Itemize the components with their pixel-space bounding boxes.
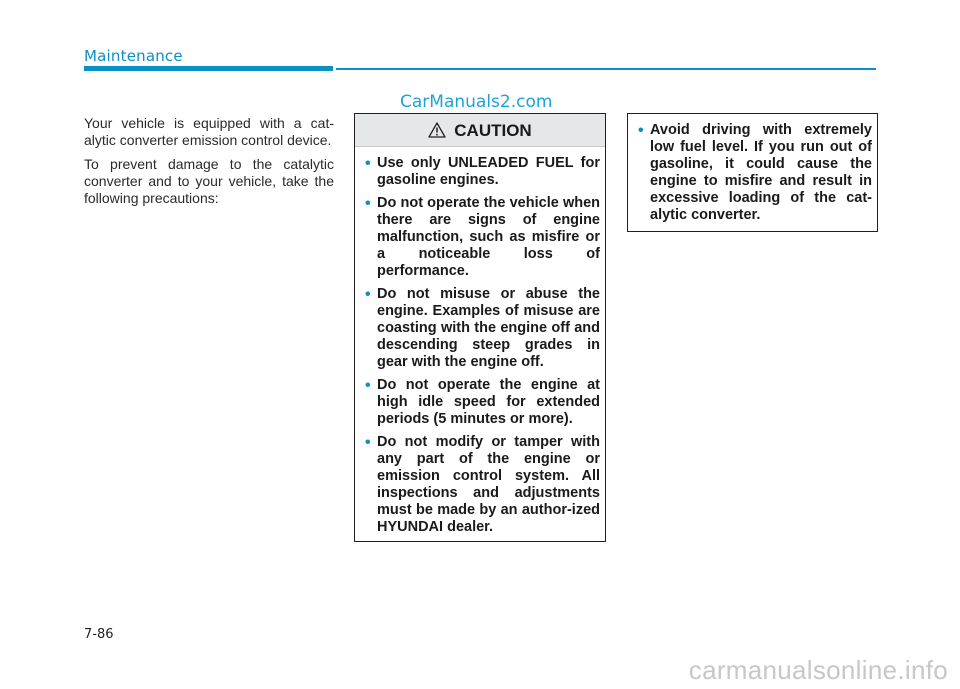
caution-list (355, 155, 605, 536)
top-watermark: CarManuals2.com (400, 92, 553, 112)
header-rule-thick (84, 66, 333, 71)
warning-triangle-icon (428, 122, 446, 138)
list-item: • Do not modify or tamper with any part of the engine or emission control system. All inspections and adjustments must be made by an author-ized HYUNDAI dealer. (365, 434, 600, 536)
header-rule-thin (336, 68, 876, 70)
list-item: • Avoid driving with extremely low fuel level. If you run out of gasoline, it could cause the engine to misfire and result in excessive loading of the cat-alytic converter. (638, 122, 872, 224)
list-item: • Do not operate the vehicle when there are signs of engine malfunction, such as misfire or a noticeable loss of performance. (365, 195, 600, 280)
intro-paragraph: Your vehicle is equipped with a cat-alytic converter emission control device. (84, 115, 334, 148)
caution-continued-list (628, 122, 877, 224)
list-item: • Do not misuse or abuse the engine. Examples of misuse are coasting with the engine off and descending steep grades in gear with the engine off. (365, 286, 600, 371)
caution-title: CAUTION (454, 120, 532, 140)
list-item: • Use only UNLEADED FUEL for gasoline engines. (365, 155, 600, 189)
caution-box (354, 113, 606, 542)
caution-header (355, 114, 605, 147)
intro-paragraph: To prevent damage to the catalytic converter and to your vehicle, take the following precautions: (84, 156, 334, 206)
footer-watermark: carmanualsonline.info (688, 655, 948, 685)
list-item: • Do not operate the engine at high idle speed for extended periods (5 minutes or more). (365, 377, 600, 428)
caution-continued-box (627, 113, 878, 232)
section-title: Maintenance (84, 47, 183, 65)
intro-text (84, 115, 334, 214)
page-number: 7-86 (84, 627, 114, 642)
